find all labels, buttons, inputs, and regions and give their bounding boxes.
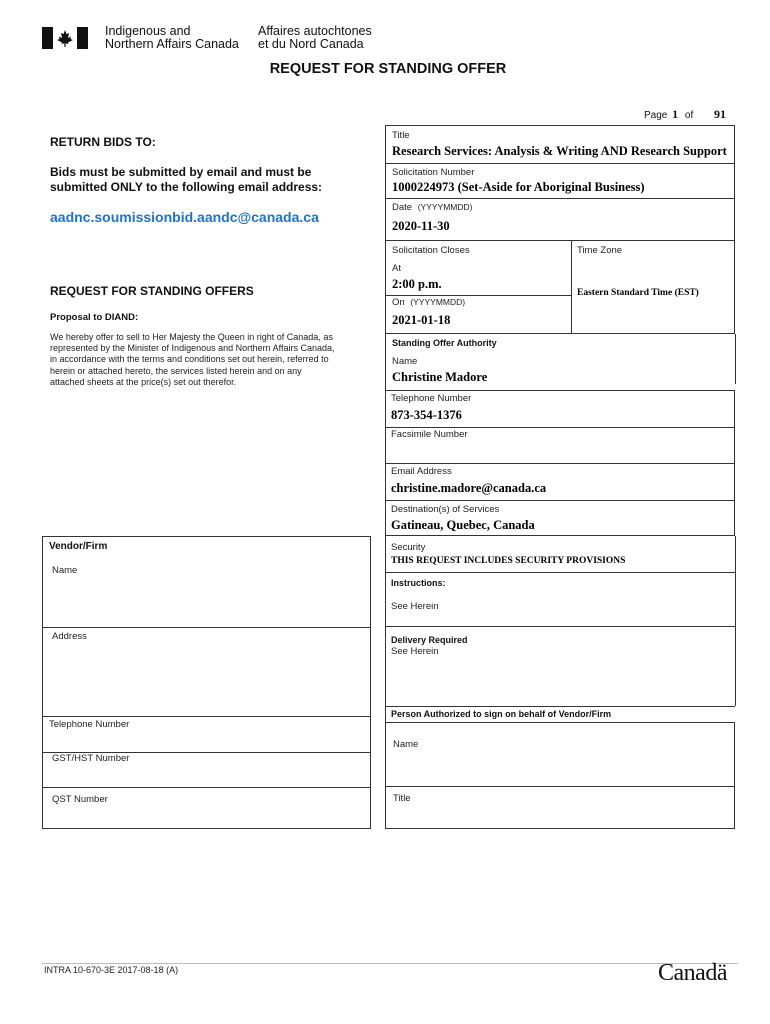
divider (385, 427, 735, 428)
vendor-telephone-field[interactable] (43, 732, 370, 751)
vendor-address-field[interactable] (43, 645, 370, 715)
divider (385, 572, 735, 573)
submission-line1: Bids must be submitted by email and must be (50, 165, 312, 179)
divider (385, 626, 735, 627)
dept-fr-line1: Affaires autochtones (258, 24, 372, 38)
security-value: THIS REQUEST INCLUDES SECURITY PROVISIONS (391, 556, 626, 566)
divider (385, 500, 735, 501)
department-name-french (258, 25, 372, 51)
authority-name-label: Name (392, 356, 418, 367)
vendor-address-label: Address (52, 631, 87, 642)
authority-telephone-label: Telephone Number (391, 393, 472, 404)
submission-instructions (50, 165, 322, 195)
instructions-label: Instructions: (391, 578, 446, 588)
divider (385, 786, 735, 787)
person-authorized-label: Person Authorized to sign on behalf of Vendor/Firm (391, 709, 612, 719)
vendor-qst-field[interactable] (43, 808, 370, 828)
title-value: Research Services: Analysis & Writing AND Research Support (392, 144, 727, 158)
vendor-name-label: Name (52, 565, 78, 576)
at-value: 2:00 p.m. (392, 277, 442, 291)
divider (385, 198, 735, 199)
divider (385, 163, 735, 164)
divider (385, 295, 571, 296)
divider (385, 706, 735, 707)
bid-email-link[interactable]: aadnc.soumissionbid.aandc@canada.ca (50, 209, 319, 225)
divider (571, 240, 572, 334)
canada-wordmark: Canadä (658, 960, 727, 986)
vendor-telephone-label: Telephone Number (49, 719, 130, 730)
person-title-label: Title (393, 793, 411, 804)
divider (42, 627, 371, 628)
person-name-field[interactable] (386, 753, 734, 785)
divider (42, 716, 371, 717)
offer-line2: represented by the Minister of Indigenous and Northern Affairs Canada, (50, 343, 335, 354)
submission-line2: submitted ONLY to the following email address: (50, 180, 323, 194)
page-number: 1 (672, 107, 679, 121)
page-indicator (644, 107, 726, 122)
date-label-text: Date (392, 202, 413, 213)
dept-en-line2: Northern Affairs Canada (105, 37, 239, 51)
offer-line5: attached sheets at the price(s) set out therefor. (50, 376, 237, 387)
page-of: of (684, 110, 694, 121)
offer-paragraph (50, 332, 368, 388)
vendor-gst-label: GST/HST Number (52, 753, 130, 764)
delivery-value: See Herein (391, 646, 439, 657)
time-zone-label: Time Zone (577, 245, 623, 256)
divider (735, 536, 736, 706)
footer-rule (42, 963, 738, 964)
security-label: Security (391, 542, 426, 553)
delivery-label: Delivery Required (391, 635, 468, 645)
authority-name-value: Christine Madore (392, 370, 488, 384)
divider (385, 240, 735, 241)
solicitation-number-label: Solicitation Number (392, 167, 475, 178)
date-value: 2020-11-30 (392, 219, 450, 233)
page-label: Page (644, 110, 668, 121)
destination-label: Destination(s) of Services (391, 504, 500, 515)
divider (42, 787, 371, 788)
destination-value: Gatineau, Quebec, Canada (391, 518, 535, 532)
return-bids-heading: RETURN BIDS TO: (50, 135, 156, 149)
time-zone-value: Eastern Standard Time (EST) (577, 288, 699, 298)
facsimile-label: Facsimile Number (391, 429, 468, 440)
at-label: At (392, 263, 401, 274)
vendor-qst-label: QST Number (52, 794, 108, 805)
rso-heading: REQUEST FOR STANDING OFFERS (50, 284, 254, 298)
date-format: (YYYYMMDD) (417, 202, 473, 212)
form-code: INTRA 10-670-3E 2017-08-18 (A) (44, 965, 179, 975)
title-label: Title (392, 130, 410, 141)
on-label-text: On (392, 297, 405, 308)
authority-label: Standing Offer Authority (392, 338, 497, 348)
page-total: 91 (714, 107, 727, 121)
offer-line3: in accordance with the terms and conditions set out herein, referred to (50, 354, 329, 365)
person-name-label: Name (393, 739, 419, 750)
vendor-firm-heading: Vendor/Firm (49, 541, 108, 552)
dept-fr-line2: et du Nord Canada (258, 37, 364, 51)
proposal-heading: Proposal to DIAND: (50, 312, 139, 323)
department-name-english (105, 25, 239, 51)
solicitation-closes-label: Solicitation Closes (392, 245, 470, 256)
vendor-gst-field[interactable] (43, 766, 370, 786)
on-value: 2021-01-18 (392, 313, 451, 327)
person-title-field[interactable] (386, 806, 734, 828)
solicitation-number-value: 1000224973 (Set-Aside for Aboriginal Business) (392, 180, 645, 194)
vendor-name-field[interactable] (43, 580, 370, 626)
dept-en-line1: Indigenous and (105, 24, 191, 38)
divider (735, 334, 736, 384)
date-label (392, 202, 473, 213)
offer-line4: herein or attached hereto, the services listed herein and on any (50, 365, 302, 376)
canada-flag-logo (42, 27, 88, 49)
authority-telephone-value: 873-354-1376 (391, 408, 462, 422)
email-value[interactable]: christine.madore@canada.ca (391, 481, 547, 495)
divider (385, 463, 735, 464)
email-label: Email Address (391, 466, 452, 477)
document-title: REQUEST FOR STANDING OFFER (269, 61, 507, 77)
on-label (392, 297, 465, 308)
instructions-value: See Herein (391, 601, 439, 612)
offer-line1: We hereby offer to sell to Her Majesty the Queen in right of Canada, as (50, 332, 333, 342)
on-format: (YYYYMMDD) (410, 297, 466, 307)
